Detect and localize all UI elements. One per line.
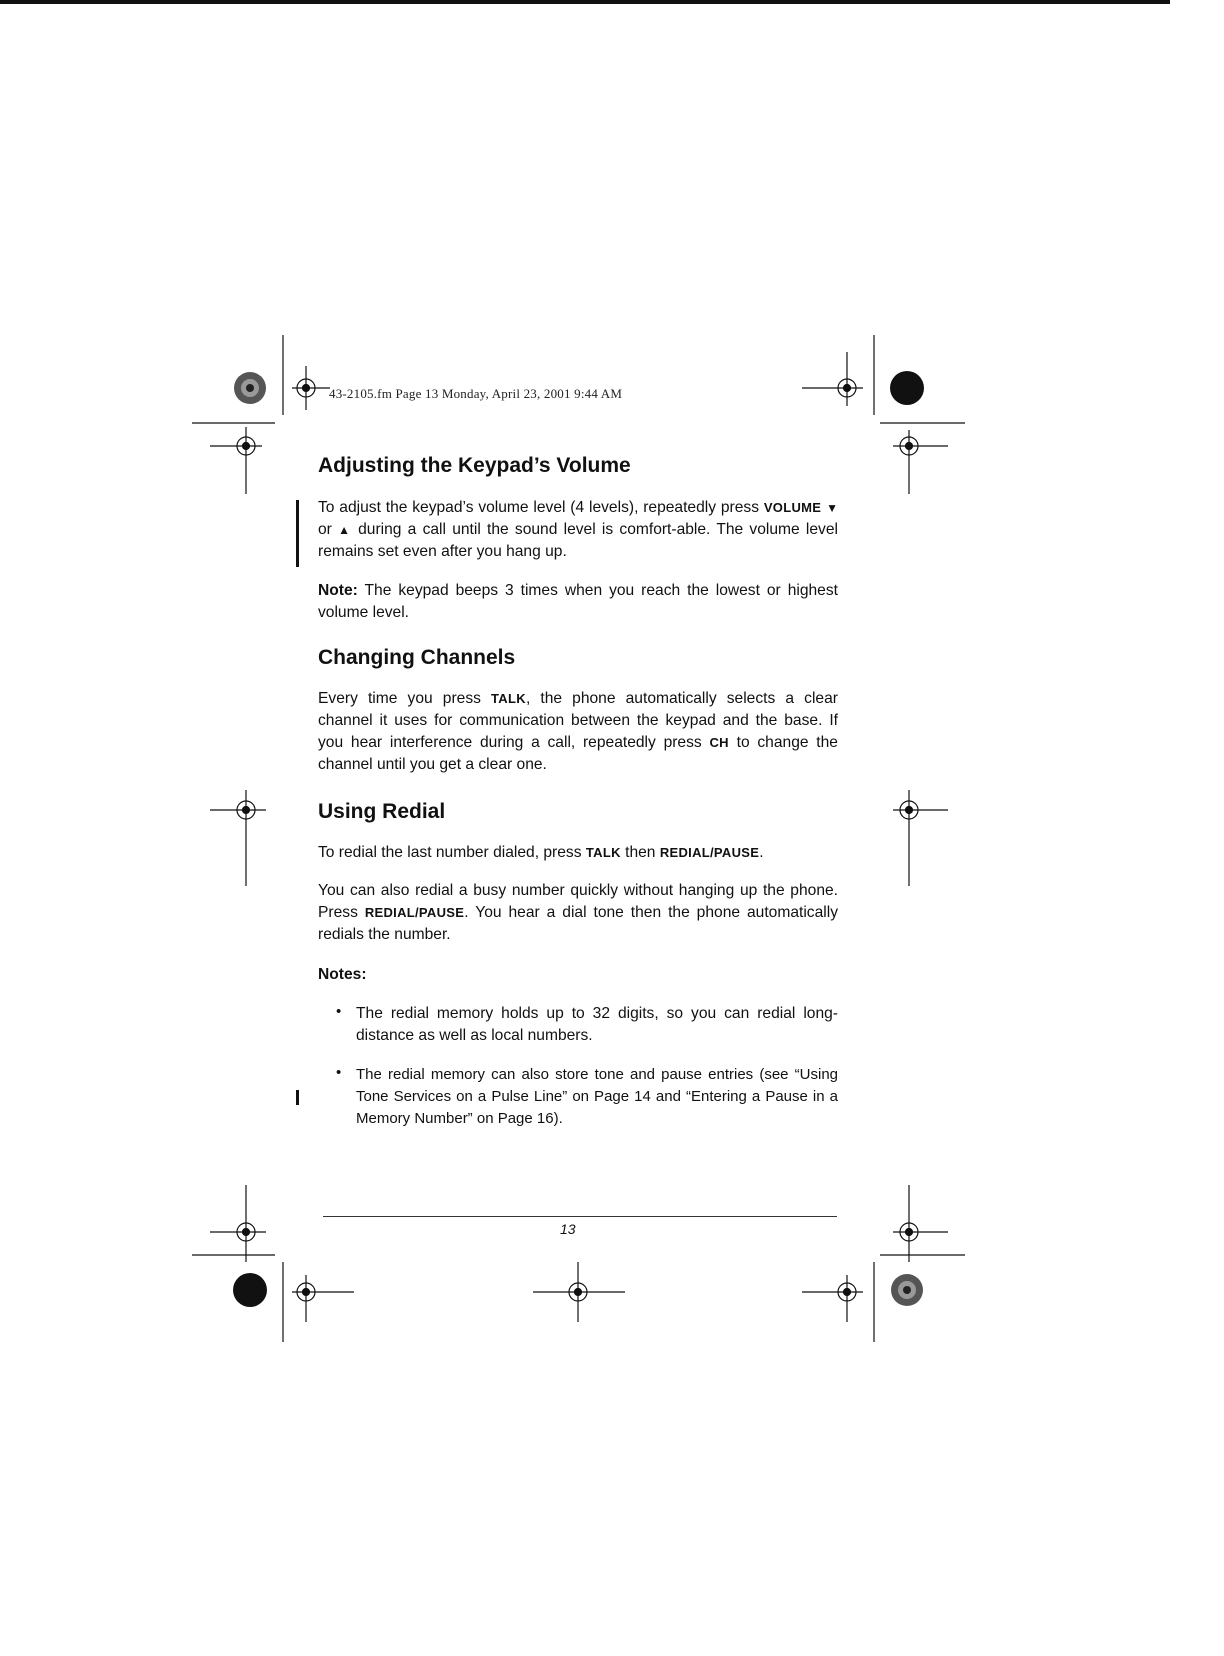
text: during a call until the sound level is comfort-able. The volume level remains set even after you hang up.	[318, 521, 838, 560]
text: To redial the last number dialed, press	[318, 844, 582, 861]
bullet-icon: •	[336, 1064, 342, 1081]
text: To adjust the keypad’s volume level (4 levels), repeatedly press	[318, 499, 759, 516]
up-arrow-icon: ▲	[338, 523, 352, 537]
starburst-mark-icon	[891, 1274, 923, 1306]
solid-dot-mark-icon	[890, 371, 924, 405]
note-label: Note:	[318, 582, 358, 599]
section-heading: Adjusting the Keypad’s Volume	[318, 454, 631, 477]
footer-rule	[323, 1216, 837, 1217]
text: You can also redial a busy number quickly without hanging up the phone. Press	[318, 882, 838, 921]
crosshair-target-icon	[802, 352, 863, 406]
list-item	[336, 1064, 838, 1130]
crosshair-target-icon	[893, 430, 948, 494]
notes-heading: Notes:	[318, 966, 367, 983]
print-slug: 43-2105.fm Page 13 Monday, April 23, 2001 9:44 AM	[329, 386, 623, 401]
text: . You hear a dial tone then the phone automatically redials the number.	[318, 904, 838, 943]
volume-key-label: VOLUME	[763, 500, 822, 515]
text: .	[759, 844, 764, 861]
crosshair-target-icon	[210, 1185, 266, 1262]
channels-paragraph	[318, 688, 838, 776]
notes-label	[318, 964, 838, 986]
talk-key-label: TALK	[585, 845, 621, 860]
crosshair-target-icon	[210, 790, 266, 886]
solid-dot-mark-icon	[233, 1273, 267, 1307]
crosshair-target-icon	[802, 1275, 863, 1322]
change-bar	[296, 500, 299, 567]
redial-key-label: REDIAL/PAUSE	[364, 905, 465, 920]
down-arrow-icon: ▼	[826, 501, 838, 515]
bullet-text: The redial memory holds up to 32 digits, so you can redial long-distance as well as local numbers.	[356, 1005, 838, 1044]
crosshair-target-icon	[893, 1185, 948, 1262]
page-number: 13	[560, 1221, 576, 1237]
crosshair-target-icon	[893, 790, 948, 886]
redial-key-label: REDIAL/PAUSE	[659, 845, 760, 860]
bullet-text: The redial memory can also store tone and pause entries (see “Using Tone Services on a Pulse Line” on Page 14 and “Entering a Pause in a Memory Number” on Page 16).	[356, 1066, 838, 1127]
section-heading: Changing Channels	[318, 646, 516, 669]
crosshair-target-icon	[292, 366, 330, 410]
ch-key-label: CH	[709, 735, 729, 750]
redial-paragraph	[318, 842, 838, 864]
section-heading: Using Redial	[318, 800, 446, 823]
text: or	[318, 521, 332, 538]
note-text: The keypad beeps 3 times when you reach the lowest or highest volume level.	[318, 582, 838, 621]
text: then	[625, 844, 656, 861]
crosshair-target-icon	[210, 427, 262, 494]
text: to change the channel until you get a clear one.	[318, 734, 838, 773]
busy-redial-paragraph	[318, 880, 838, 946]
crosshair-target-icon	[533, 1262, 625, 1322]
talk-key-label: TALK	[491, 691, 526, 706]
crosshair-target-icon	[292, 1275, 354, 1322]
bullet-icon: •	[336, 1003, 342, 1020]
text: , the phone automatically selects a clear channel it uses for communication between the keypad and the base. If you hear interference during a call, repeatedly press	[318, 690, 838, 751]
note-paragraph	[318, 580, 838, 624]
text: Every time you press	[318, 690, 481, 707]
starburst-mark-icon	[234, 372, 266, 404]
list-item	[336, 1003, 838, 1047]
volume-paragraph	[318, 497, 838, 563]
change-bar	[296, 1090, 299, 1105]
